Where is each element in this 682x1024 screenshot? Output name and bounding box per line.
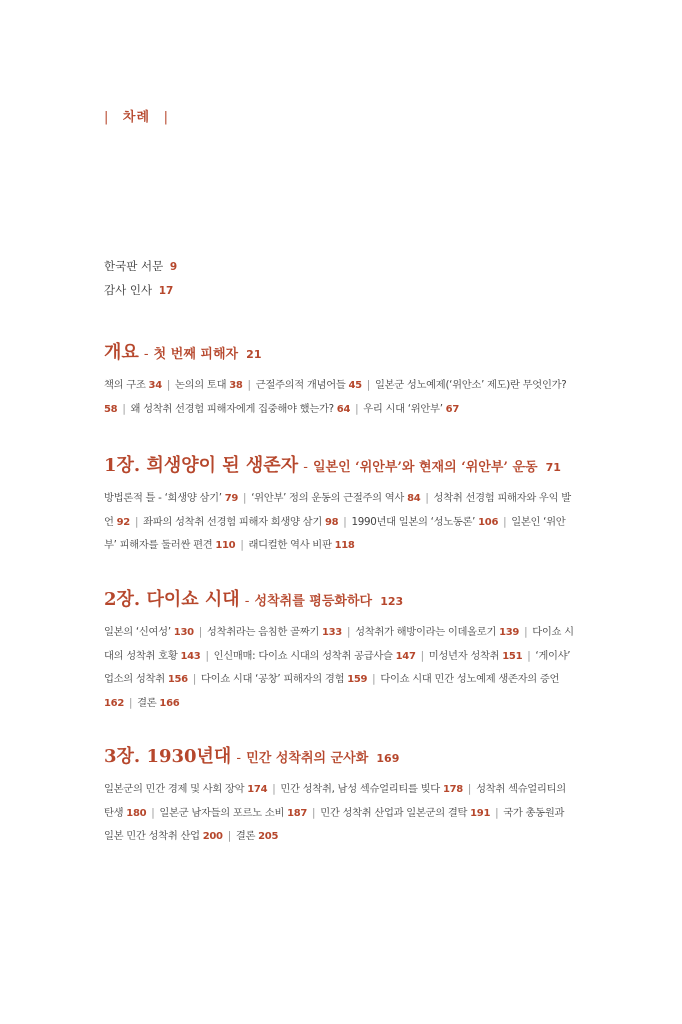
section-separator: | — [192, 673, 196, 685]
section-page: 147 — [395, 650, 416, 662]
section-page: 143 — [180, 650, 201, 662]
chapter-title-line[interactable] — [104, 742, 574, 768]
section-label: 결론 — [235, 830, 256, 842]
section-page: 139 — [499, 627, 520, 638]
section-separator: | — [467, 783, 472, 795]
chapter-sections — [104, 778, 574, 849]
section-page: 64 — [336, 403, 351, 415]
section-item[interactable] — [363, 403, 459, 415]
section-separator: | — [366, 379, 370, 391]
section-label: 왜 성착취 선경험 피해자에게 집중해야 했는가? — [130, 402, 334, 415]
section-separator: | — [166, 379, 171, 391]
chapter-dash: - — [236, 751, 242, 766]
chapter-subtitle: 일본인 ‘위안부’와 현재의 ‘위안부’ 운동 — [312, 460, 538, 475]
front-matter-label: 한국판 서문 — [104, 259, 164, 273]
section-label: 우리 시대 ‘위안부’ — [363, 402, 443, 415]
chapter-title: 개요 — [104, 342, 139, 363]
front-matter-page: 17 — [158, 285, 174, 297]
chapter-title: 2장. 다이쇼 시대 — [104, 589, 240, 610]
section-page: 187 — [287, 807, 308, 819]
section-item[interactable] — [104, 626, 194, 638]
front-matter-list — [104, 258, 177, 306]
front-matter-label: 감사 인사 — [104, 283, 153, 297]
section-item[interactable] — [207, 626, 342, 638]
section-item[interactable] — [130, 403, 350, 415]
heading-left-bar: | — [104, 110, 110, 125]
section-separator: | — [343, 515, 347, 528]
section-separator: | — [527, 649, 531, 662]
heading-right-bar: | — [163, 110, 169, 125]
section-page: 166 — [159, 697, 180, 709]
section-page: 130 — [173, 627, 194, 638]
section-separator: | — [198, 626, 202, 638]
section-page: 67 — [445, 403, 459, 415]
section-item[interactable] — [104, 492, 238, 504]
section-page: 180 — [126, 807, 147, 819]
section-page: 58 — [104, 403, 118, 415]
front-matter-item[interactable] — [104, 258, 177, 274]
section-separator: | — [243, 492, 247, 504]
section-page: 156 — [167, 674, 188, 685]
section-label: 책의 구조 — [104, 379, 146, 391]
section-item[interactable] — [137, 697, 179, 709]
section-item[interactable] — [143, 516, 338, 528]
section-label: 결론 — [137, 696, 157, 709]
section-label: 일본군 남자들의 포르노 소비 — [159, 806, 285, 819]
chapter-title: 1장. 희생양이 된 생존자 — [104, 455, 299, 476]
chapter-sections — [104, 487, 574, 558]
section-item[interactable] — [280, 783, 463, 795]
section-label: 일본군 성노예제(‘위안소’ 제도)란 무엇인가? — [374, 379, 567, 391]
section-label: 근절주의적 개념어들 — [255, 379, 346, 391]
chapter-1 — [104, 451, 574, 558]
section-label: 좌파의 성착취 선경험 피해자 희생양 삼기 — [143, 515, 322, 528]
section-page: 98 — [324, 516, 339, 528]
section-page: 200 — [202, 831, 223, 842]
chapter-dash: - — [303, 460, 308, 475]
chapter-title-line[interactable] — [104, 338, 574, 364]
chapter-subtitle: 첫 번째 피해자 — [153, 347, 239, 362]
section-label: 다이쇼 시대 민간 성노예제 생존자의 증언 — [380, 673, 560, 685]
section-page: 45 — [348, 380, 362, 391]
chapter-dash: - — [244, 594, 250, 609]
section-page: 110 — [215, 540, 236, 551]
section-page: 79 — [224, 493, 239, 504]
section-separator: | — [355, 402, 359, 415]
section-label: 인신매매: 다이쇼 시대의 성착취 공급사슬 — [213, 649, 393, 662]
section-separator: | — [240, 539, 244, 551]
section-label: 민간 성착취, 남성 섹슈얼리티를 빚다 — [280, 783, 440, 795]
section-label: 미성년자 성착취 — [428, 649, 500, 662]
section-separator: | — [151, 806, 155, 819]
chapter-page: 21 — [246, 348, 262, 361]
section-page: 133 — [321, 627, 342, 638]
heading-title: 차례 — [122, 110, 151, 125]
section-item[interactable] — [429, 650, 522, 662]
section-item[interactable] — [214, 650, 416, 662]
chapter-3 — [104, 742, 574, 849]
chapter-sections — [104, 374, 574, 421]
section-separator: | — [312, 806, 316, 819]
section-separator: | — [372, 673, 376, 685]
section-separator: | — [420, 649, 424, 662]
section-separator: | — [128, 696, 133, 709]
section-separator: | — [524, 626, 528, 638]
section-label: 다이쇼 시대 ‘공창’ 피해자의 경험 — [200, 673, 345, 685]
section-label: ‘위안부’ 정의 운동의 근절주의 역사 — [251, 492, 405, 504]
section-item[interactable] — [320, 807, 490, 819]
chapter-title-line[interactable] — [104, 585, 574, 611]
chapter-subtitle: 성착취를 평등화하다 — [254, 594, 373, 609]
chapter-page: 169 — [376, 752, 400, 765]
section-label: 국가 총동원과 일본 민간 성착취 산업 — [104, 806, 565, 842]
section-item[interactable] — [175, 379, 243, 391]
chapter-title-line[interactable] — [104, 451, 574, 477]
front-matter-item[interactable] — [104, 282, 177, 298]
section-label: 다이쇼 시대의 성착취 호황 — [104, 626, 574, 662]
section-page: 92 — [116, 516, 130, 528]
section-label: 성착취가 해방이라는 이데올로기 — [355, 626, 497, 638]
section-label: ‘게이샤’ 업소의 성착취 — [104, 649, 571, 685]
section-label: 논의의 토대 — [175, 379, 227, 391]
section-separator: | — [503, 515, 507, 528]
section-item[interactable] — [355, 626, 519, 638]
toc-heading — [104, 106, 169, 125]
section-label: 래디컬한 역사 비판 — [248, 539, 332, 551]
section-label: 성착취 선경험 피해자와 우익 발언 — [104, 492, 571, 528]
section-item[interactable] — [159, 807, 307, 819]
section-item[interactable] — [256, 379, 362, 391]
section-label: 방법론적 틀 - ‘희생양 삼기’ — [104, 492, 222, 504]
section-separator: | — [247, 379, 251, 391]
section-page: 174 — [247, 784, 268, 795]
section-page: 118 — [334, 540, 355, 551]
chapter-page: 123 — [380, 595, 404, 608]
section-separator: | — [122, 402, 126, 415]
section-page: 106 — [478, 516, 499, 528]
section-page: 178 — [442, 784, 463, 795]
chapter-2 — [104, 585, 574, 715]
section-separator: | — [134, 515, 139, 528]
section-page: 205 — [258, 831, 279, 842]
chapter-page: 71 — [545, 461, 561, 474]
section-separator: | — [495, 806, 499, 819]
section-label: 성착취 섹슈얼리티의 탄생 — [104, 783, 566, 819]
section-page: 159 — [347, 674, 368, 685]
section-label: 성착취라는 음침한 골짜기 — [206, 626, 319, 638]
section-item[interactable] — [104, 783, 267, 795]
section-label: 1990년대 일본의 ‘성노동론’ — [351, 515, 476, 528]
section-item[interactable] — [251, 492, 420, 504]
section-label: 민간 성착취 산업과 일본군의 결탁 — [320, 806, 468, 819]
chapter-intro — [104, 338, 574, 421]
section-page: 84 — [407, 493, 421, 504]
section-label: 일본군의 민간 경제 및 사회 장악 — [104, 783, 245, 795]
section-page: 162 — [104, 697, 124, 709]
section-label: 일본의 ‘신여성’ — [104, 626, 171, 638]
front-matter-page: 9 — [169, 261, 178, 273]
section-label: 일본인 ‘위안부’ 피해자를 둘러싼 편견 — [104, 515, 566, 551]
section-page: 38 — [229, 380, 243, 391]
section-item[interactable] — [236, 830, 278, 842]
section-item[interactable] — [248, 539, 354, 551]
section-separator: | — [227, 830, 231, 842]
section-separator: | — [272, 783, 276, 795]
section-item[interactable] — [351, 516, 498, 528]
section-separator: | — [205, 649, 209, 662]
section-item[interactable] — [104, 379, 162, 391]
section-page: 191 — [470, 807, 491, 819]
section-page: 151 — [502, 650, 523, 662]
section-separator: | — [425, 492, 429, 504]
chapter-sections — [104, 621, 574, 715]
section-page: 34 — [148, 380, 162, 391]
chapter-subtitle: 민간 성착취의 군사화 — [246, 751, 369, 766]
chapter-title: 3장. 1930년대 — [104, 746, 232, 767]
section-separator: | — [346, 626, 351, 638]
section-item[interactable] — [201, 673, 367, 685]
chapter-dash: - — [143, 347, 149, 362]
